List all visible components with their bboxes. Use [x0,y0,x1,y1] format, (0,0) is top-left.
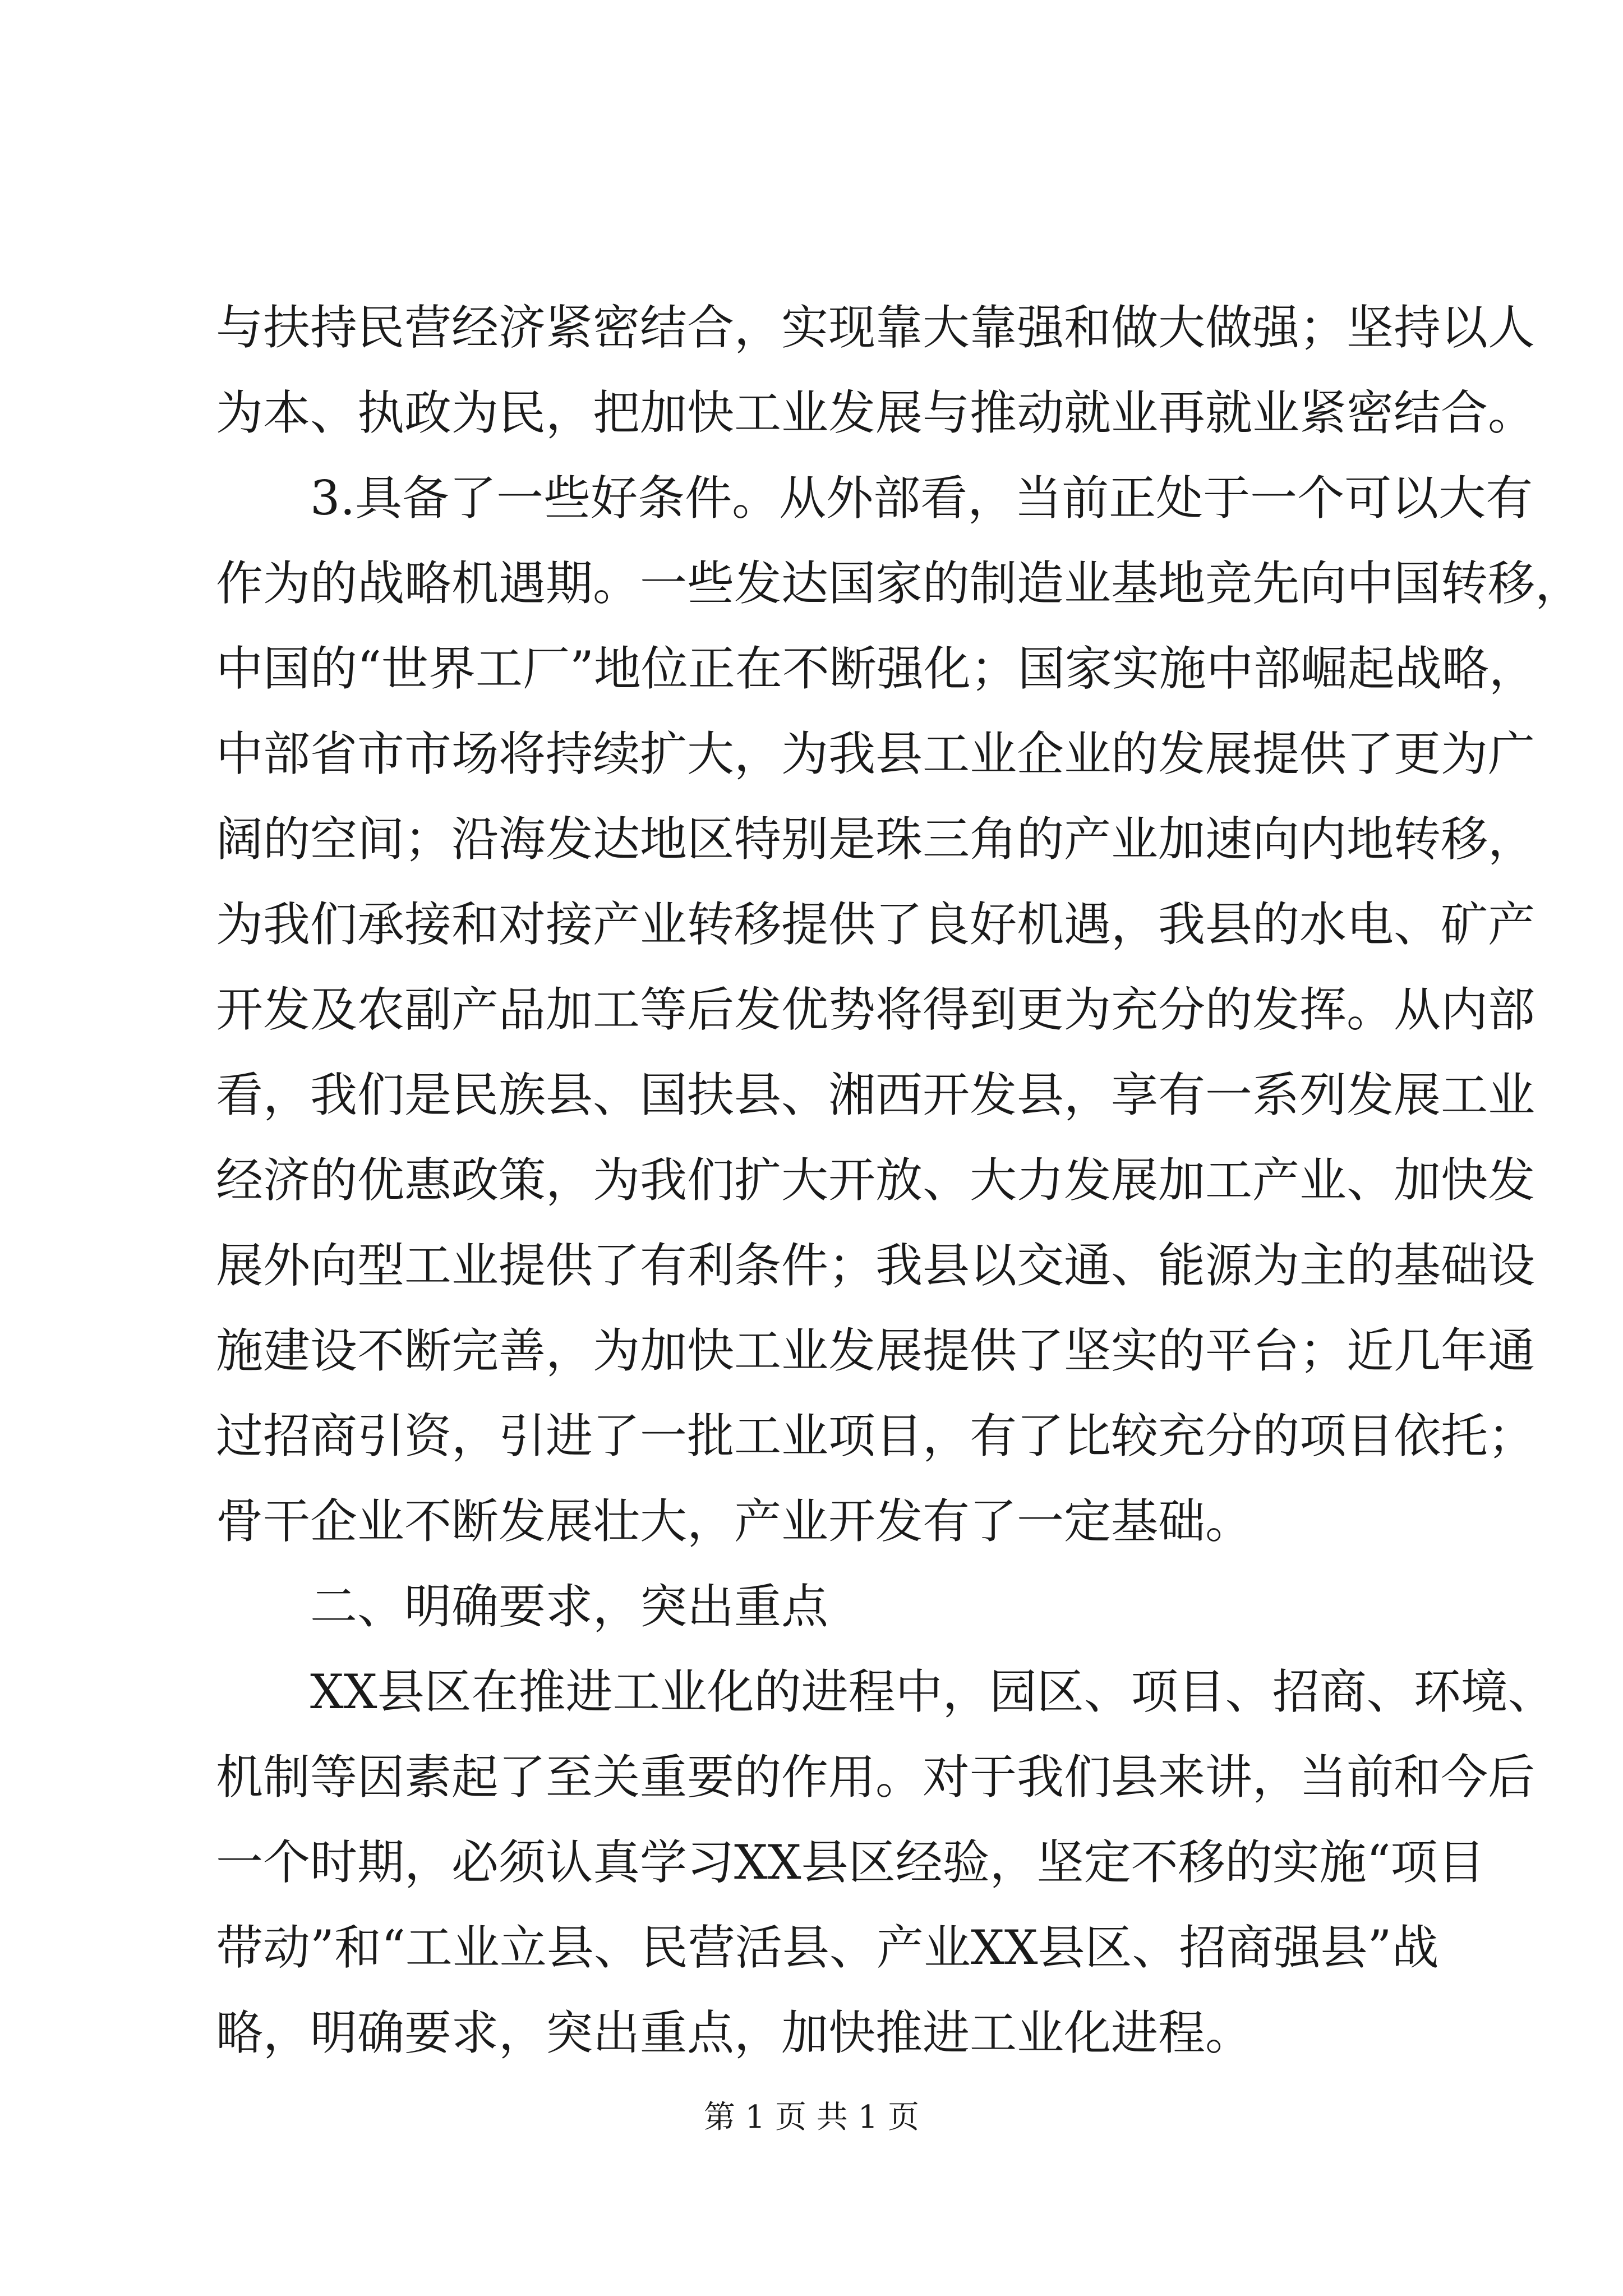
text-line: 带动”和“工业立县、民营活县、产业XX县区、招商强县”战 [216,1920,1439,1975]
text-line: 施建设不断完善，为加快工业发展提供了坚实的平台；近几年通 [216,1323,1536,1378]
text-line: 看，我们是民族县、国扶县、湘西开发县，享有一系列发展工业 [216,1068,1536,1122]
text-line: 过招商引资，引进了一批工业项目，有了比较充分的项目依托； [216,1409,1536,1464]
text-line: 作为的战略机遇期。一些发达国家的制造业基地竞先向中国转移， [216,556,1583,611]
text-line: 机制等因素起了至关重要的作用。对于我们县来讲，当前和今后 [216,1750,1536,1805]
text-line: 3.具备了一些好条件。从外部看，当前正处于一个可以大有 [310,471,1533,526]
text-line: 开发及农副产品加工等后发优势将得到更为充分的发挥。从内部 [216,982,1536,1037]
section-heading: 二、明确要求，突出重点 [310,1579,829,1634]
text-line: 经济的优惠政策，为我们扩大开放、大力发展加工产业、加快发 [216,1153,1536,1208]
text-line: 为本、执政为民，把加快工业发展与推动就业再就业紧密结合。 [216,385,1536,440]
text-line: 阔的空间；沿海发达地区特别是珠三角的产业加速向内地转移， [216,812,1536,867]
text-line: 为我们承接和对接产业转移提供了良好机遇，我县的水电、矿产 [216,897,1536,952]
text-line: XX县区在推进工业化的进程中，园区、项目、招商、环境、 [310,1664,1555,1719]
text-line: 与扶持民营经济紧密结合，实现靠大靠强和做大做强；坚持以人 [216,300,1536,355]
text-line: 一个时期，必须认真学习XX县区经验，坚定不移的实施“项目 [216,1835,1485,1890]
text-line: 中部省市市场将持续扩大，为我县工业企业的发展提供了更为广 [216,726,1536,781]
page-footer: 第 1 页 共 1 页 [703,2099,920,2136]
text-line: 骨干企业不断发展壮大，产业开发有了一定基础。 [216,1494,1253,1549]
text-line: 略，明确要求，突出重点，加快推进工业化进程。 [216,2005,1253,2060]
document-body [216,285,1583,2076]
text-line: 中国的“世界工厂”地位正在不断强化；国家实施中部崛起战略， [216,641,1536,696]
text-line: 展外向型工业提供了有利条件；我县以交通、能源为主的基础设 [216,1238,1536,1293]
